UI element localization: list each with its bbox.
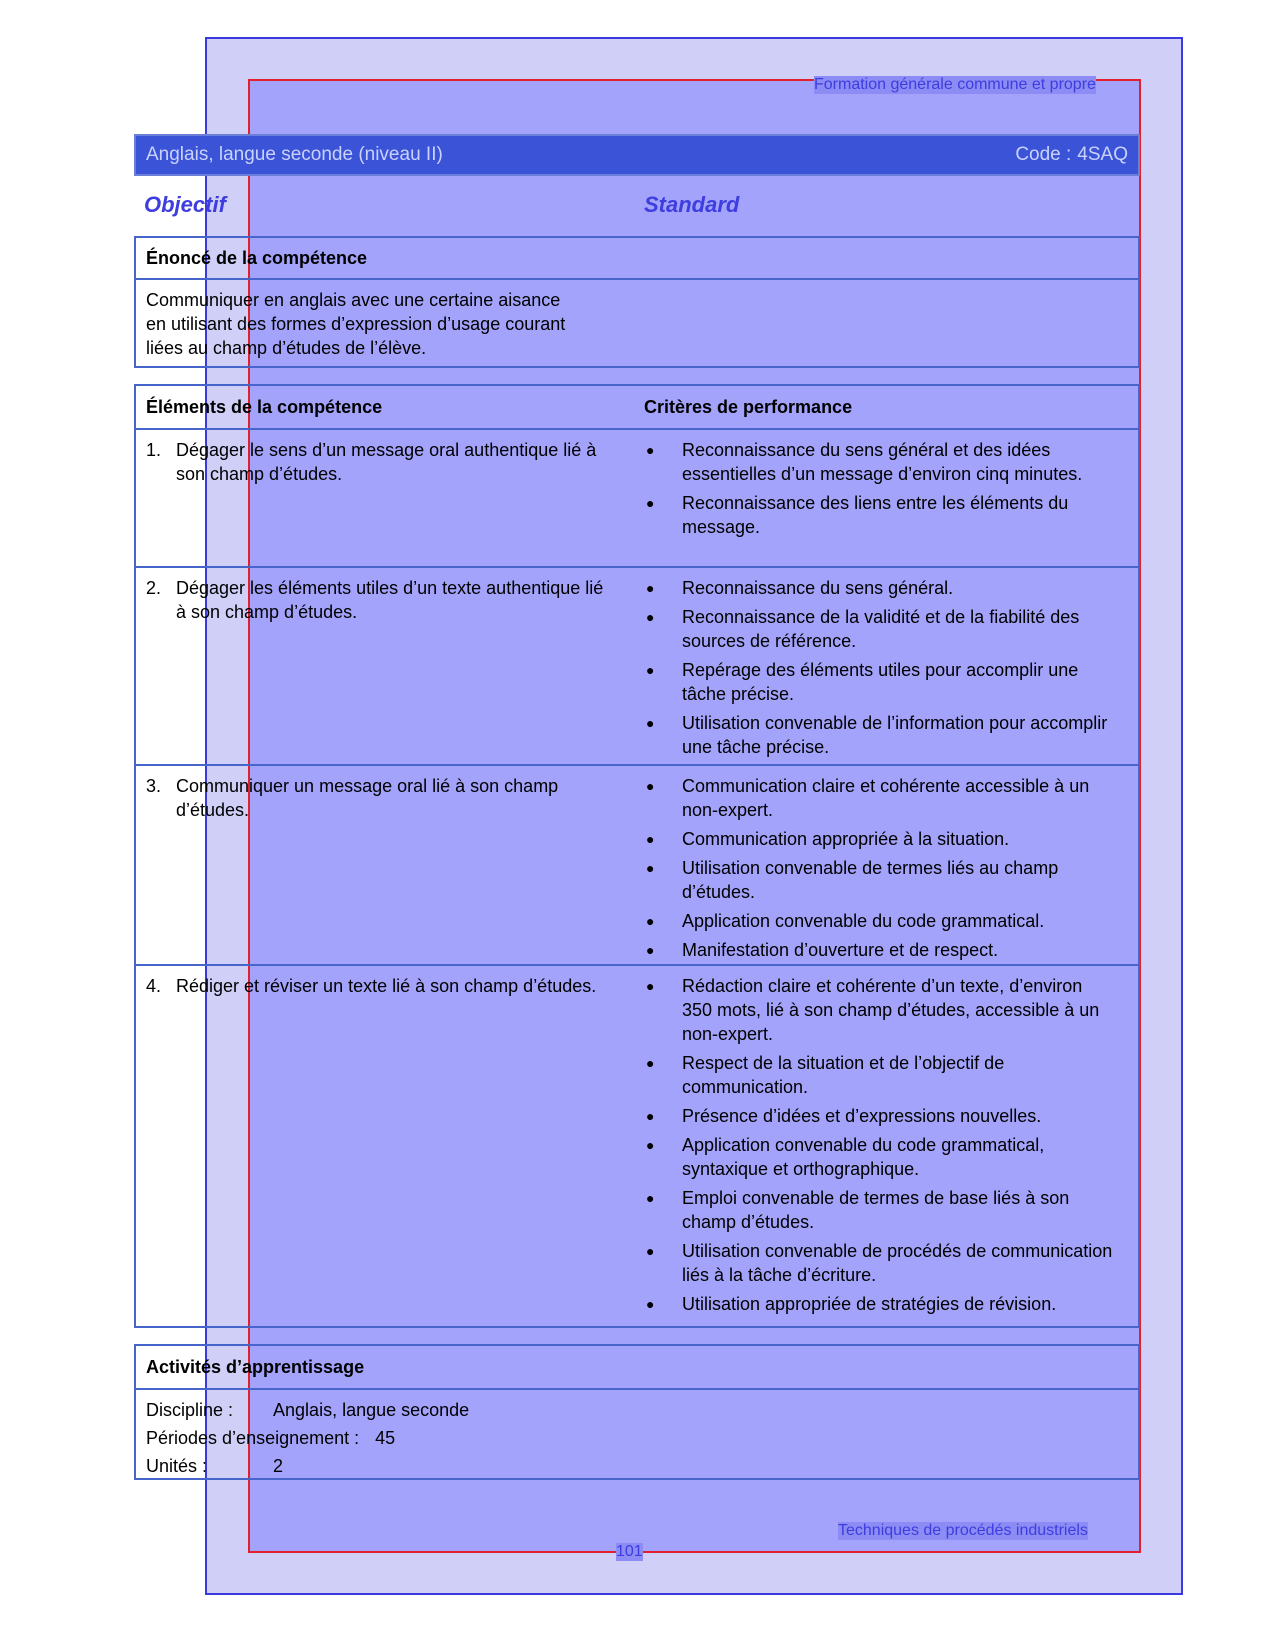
element-number: 4. (146, 976, 162, 996)
element-text (146, 974, 616, 998)
enonce-line: en utilisant des formes d’expression d’usage courant (146, 314, 566, 334)
criterion: ● Manifestation d’ouverture et de respect. (646, 940, 999, 960)
element-text (146, 774, 616, 822)
bullet-icon: ● (646, 1296, 655, 1312)
criteria-list (646, 974, 1116, 1321)
enonce-text (136, 280, 1138, 368)
criterion: ● Reconnaissance du sens général. (646, 578, 954, 598)
criterion: ● Reconnaissance du sens général et des idées essentielles d’un message d’environ cinq minutes. (646, 440, 1083, 484)
criteres-column-header: Critères de performance (644, 397, 853, 417)
element-number: 3. (146, 776, 162, 796)
criterion: ● Respect de la situation et de l’objectif de communication. (646, 1053, 1005, 1097)
activites-title: Activités d’apprentissage (136, 1346, 1138, 1390)
element-text (146, 576, 616, 624)
element-row (136, 568, 1138, 766)
criterion: ● Reconnaissance de la validité et de la fiabilité des sources de référence. (646, 607, 1080, 651)
bullet-icon: ● (646, 942, 655, 958)
criterion: ● Application convenable du code grammatical, syntaxique et orthographique. (646, 1135, 1045, 1179)
unites-line: Unités : 2 (146, 1456, 284, 1476)
criterion: ● Utilisation convenable de termes liés au champ d’études. (646, 858, 1059, 902)
bullet-icon: ● (646, 1108, 655, 1124)
element-description: Dégager les éléments utiles d’un texte authentique lié à son champ d’études. (176, 578, 604, 622)
criterion: ● Emploi convenable de termes de base liés à son champ d’études. (646, 1188, 1070, 1232)
bullet-icon: ● (646, 715, 655, 731)
criterion: ● Utilisation convenable de l’information pour accomplir une tâche précise. (646, 713, 1108, 757)
enonce-line: Communiquer en anglais avec une certaine aisance (146, 290, 561, 310)
criterion: ● Reconnaissance des liens entre les éléments du message. (646, 493, 1069, 537)
elements-header (136, 386, 1138, 430)
enonce-box (134, 236, 1140, 368)
bullet-icon: ● (646, 609, 655, 625)
criterion: ● Rédaction claire et cohérente d’un texte, d’environ 350 mots, lié à son champ d’études, accessible à un non-expert. (646, 976, 1100, 1044)
course-title: Anglais, langue seconde (niveau II) (146, 144, 443, 165)
course-code (1015, 144, 1128, 166)
bullet-icon: ● (646, 778, 655, 794)
bullet-icon: ● (646, 1243, 655, 1259)
page-number: 101 (616, 1543, 643, 1560)
enonce-title: Énoncé de la compétence (136, 238, 1138, 280)
bullet-icon: ● (646, 1137, 655, 1153)
activites-box (134, 1344, 1140, 1480)
code-label: Code : (1015, 144, 1072, 165)
bullet-icon: ● (646, 831, 655, 847)
criterion: ● Application convenable du code grammatical. (646, 911, 1045, 931)
standard-heading: Standard (644, 192, 740, 217)
bullet-icon: ● (646, 860, 655, 876)
code-value: 4SAQ (1077, 144, 1128, 165)
bullet-icon: ● (646, 662, 655, 678)
bullet-icon: ● (646, 913, 655, 929)
bullet-icon: ● (646, 978, 655, 994)
discipline-line: Discipline : Anglais, langue seconde (146, 1400, 470, 1420)
element-description: Communiquer un message oral lié à son champ d’études. (176, 776, 559, 820)
criterion: ● Communication claire et cohérente accessible à un non-expert. (646, 776, 1090, 820)
element-row (136, 766, 1138, 966)
criterion: ● Utilisation convenable de procédés de communication liés à la tâche d’écriture. (646, 1241, 1113, 1285)
element-text (146, 438, 616, 486)
criterion: ● Repérage des éléments utiles pour accomplir une tâche précise. (646, 660, 1079, 704)
bullet-icon: ● (646, 580, 655, 596)
objectif-heading: Objectif (144, 192, 226, 217)
elements-column-header: Éléments de la compétence (146, 397, 383, 417)
objective-standard-heading (144, 192, 1140, 220)
element-row (136, 430, 1138, 568)
criterion: ● Communication appropriée à la situation. (646, 829, 1010, 849)
criteria-list (646, 774, 1116, 967)
running-footer: Techniques de procédés industriels (838, 1522, 1088, 1539)
course-title-bar (134, 134, 1140, 176)
elements-box (134, 384, 1140, 1328)
enonce-line: liées au champ d’études de l’élève. (146, 338, 427, 358)
criterion: ● Utilisation appropriée de stratégies de révision. (646, 1294, 1057, 1314)
bullet-icon: ● (646, 1190, 655, 1206)
activites-details (136, 1390, 1138, 1486)
periodes-line: Périodes d’enseignement : 45 (146, 1428, 396, 1448)
element-number: 1. (146, 440, 162, 460)
bullet-icon: ● (646, 495, 655, 511)
element-row (136, 966, 1138, 1322)
element-number: 2. (146, 578, 162, 598)
bullet-icon: ● (646, 442, 655, 458)
bullet-icon: ● (646, 1055, 655, 1071)
criterion: ● Présence d’idées et d’expressions nouvelles. (646, 1106, 1042, 1126)
criteria-list (646, 576, 1116, 764)
element-description: Rédiger et réviser un texte lié à son champ d’études. (176, 976, 597, 996)
criteria-list (646, 438, 1116, 544)
running-header: Formation générale commune et propre (814, 76, 1096, 93)
element-description: Dégager le sens d’un message oral authentique lié à son champ d’études. (176, 440, 597, 484)
